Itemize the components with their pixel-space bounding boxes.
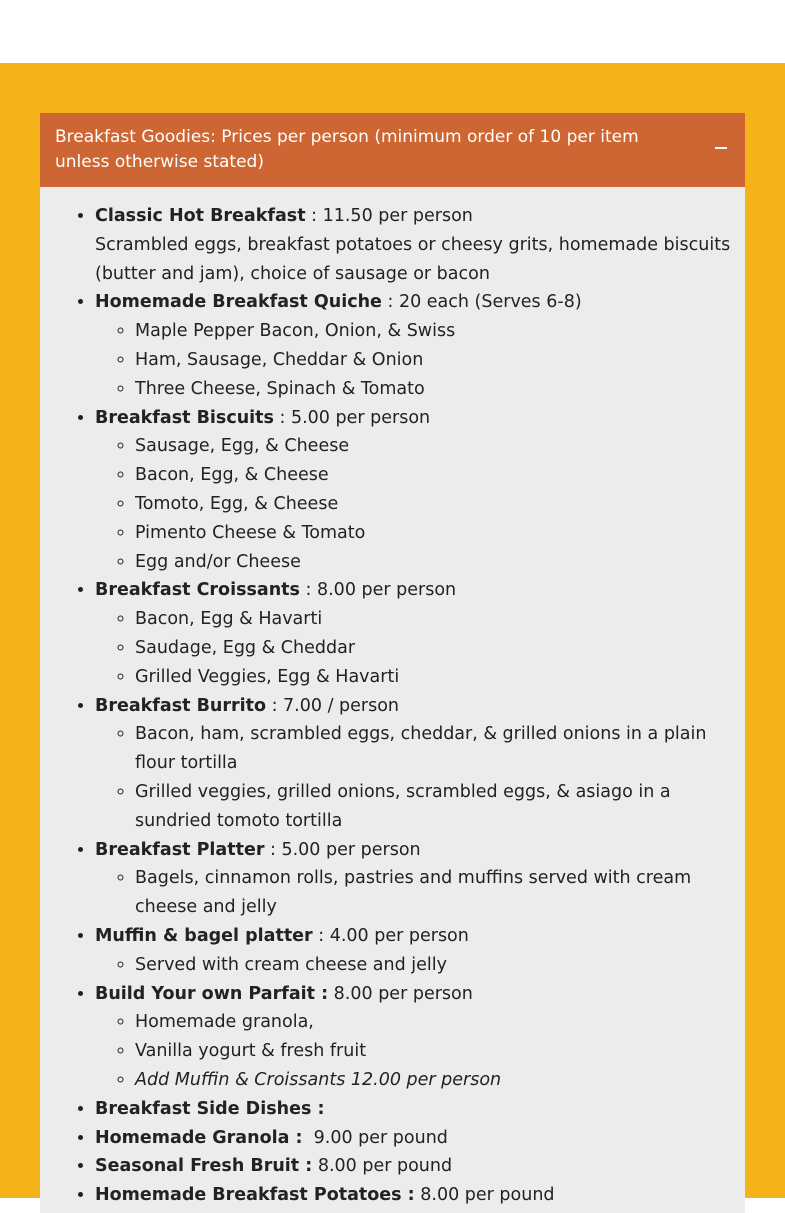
item-name: Breakfast Biscuits: [95, 407, 274, 428]
sub-item: ◦ Bagels, cinnamon rolls, pastries and muffins served with cream cheese and jelly: [135, 864, 735, 922]
sub-item: ◦ Tomoto, Egg, & Cheese: [135, 490, 735, 519]
sub-item: ◦ Sausage, Egg, & Cheese: [135, 432, 735, 461]
item-price: : 5.00 per person: [264, 839, 421, 860]
sub-item: ◦ Egg and/or Cheese: [135, 548, 735, 577]
menu-item: [95, 980, 735, 1095]
menu-item: [95, 288, 735, 403]
menu-item: [95, 836, 735, 922]
item-price: : 11.50 per person: [305, 206, 473, 226]
menu-item: [95, 404, 735, 577]
item-name: Classic Hot Breakfast: [95, 206, 306, 226]
sub-item: ◦ Maple Pepper Bacon, Onion, & Swiss: [135, 317, 735, 346]
item-name: Seasonal Fresh Bruit :: [95, 1156, 313, 1177]
item-name: Homemade Breakfast Quiche: [95, 292, 382, 313]
item-price: 8.00 per person: [328, 983, 473, 1004]
item-price: : 7.00 / person: [266, 695, 400, 716]
item-price: : 4.00 per person: [312, 925, 469, 946]
accordion-title: Breakfast Goodies: Prices per person (minimum order of 10 per item unless otherwise stated): [55, 127, 639, 172]
sub-item: ◦ Served with cream cheese and jelly: [135, 951, 735, 980]
menu-item: [95, 1095, 735, 1124]
sub-item: ◦ Three Cheese, Spinach & Tomato: [135, 375, 735, 404]
accordion-panel: [40, 113, 745, 1213]
item-name: Breakfast Platter: [95, 839, 265, 860]
collapse-icon[interactable]: [713, 135, 729, 149]
sub-item: ◦ Pimento Cheese & Tomato: [135, 519, 735, 548]
menu-item: [95, 1124, 735, 1153]
sub-item: ◦ Vanilla yogurt & fresh fruit: [135, 1037, 735, 1066]
item-name: Breakfast Croissants: [95, 580, 300, 601]
item-name: Homemade Granola :: [95, 1127, 303, 1148]
menu-item: [95, 692, 735, 836]
page-background: [0, 63, 785, 1206]
sub-item: ◦ Bacon, Egg, & Cheese: [135, 461, 735, 490]
item-description: Scrambled eggs, breakfast potatoes or cheesy grits, homemade biscuits (butter and jam), choice of sausage or bacon: [95, 234, 731, 284]
menu-item: [95, 576, 735, 691]
item-price: 9.00 per pound: [302, 1127, 448, 1148]
item-price: 8.00 per pound: [414, 1185, 555, 1206]
sub-item: ◦ Saudage, Egg & Cheddar: [135, 634, 735, 663]
menu-item: [95, 922, 735, 980]
sub-item: ◦ Bacon, ham, scrambled eggs, cheddar, & grilled onions in a plain flour tortilla: [135, 720, 735, 778]
sub-item: ◦ Ham, Sausage, Cheddar & Onion: [135, 346, 735, 375]
item-name: Build Your own Parfait :: [95, 983, 329, 1004]
menu-list: [40, 187, 745, 1210]
sub-item: ◦ Homemade granola,: [135, 1008, 735, 1037]
item-name: Homemade Breakfast Potatoes :: [95, 1185, 415, 1206]
item-price: : 5.00 per person: [273, 407, 431, 428]
menu-item: [95, 202, 735, 288]
item-name: Breakfast Side Dishes :: [95, 1098, 325, 1119]
item-price: 8.00 per pound: [312, 1156, 453, 1177]
sub-item-note: ◦ Add Muffin & Croissants 12.00 per person: [135, 1066, 735, 1095]
item-name: Muffin & bagel platter: [95, 925, 313, 946]
top-bar: [0, 0, 785, 63]
item-price: : 20 each (Serves 6-8): [381, 292, 582, 313]
menu-item: [95, 1152, 735, 1181]
sub-item: ◦ Grilled veggies, grilled onions, scrambled eggs, & asiago in a sundried tomoto tortilla: [135, 778, 735, 836]
menu-item: [95, 1181, 735, 1210]
sub-item: ◦ Bacon, Egg & Havarti: [135, 605, 735, 634]
accordion-header[interactable]: [40, 113, 745, 187]
sub-item: ◦ Grilled Veggies, Egg & Havarti: [135, 663, 735, 692]
item-name: Breakfast Burrito: [95, 695, 267, 716]
item-price: : 8.00 per person: [299, 580, 457, 601]
